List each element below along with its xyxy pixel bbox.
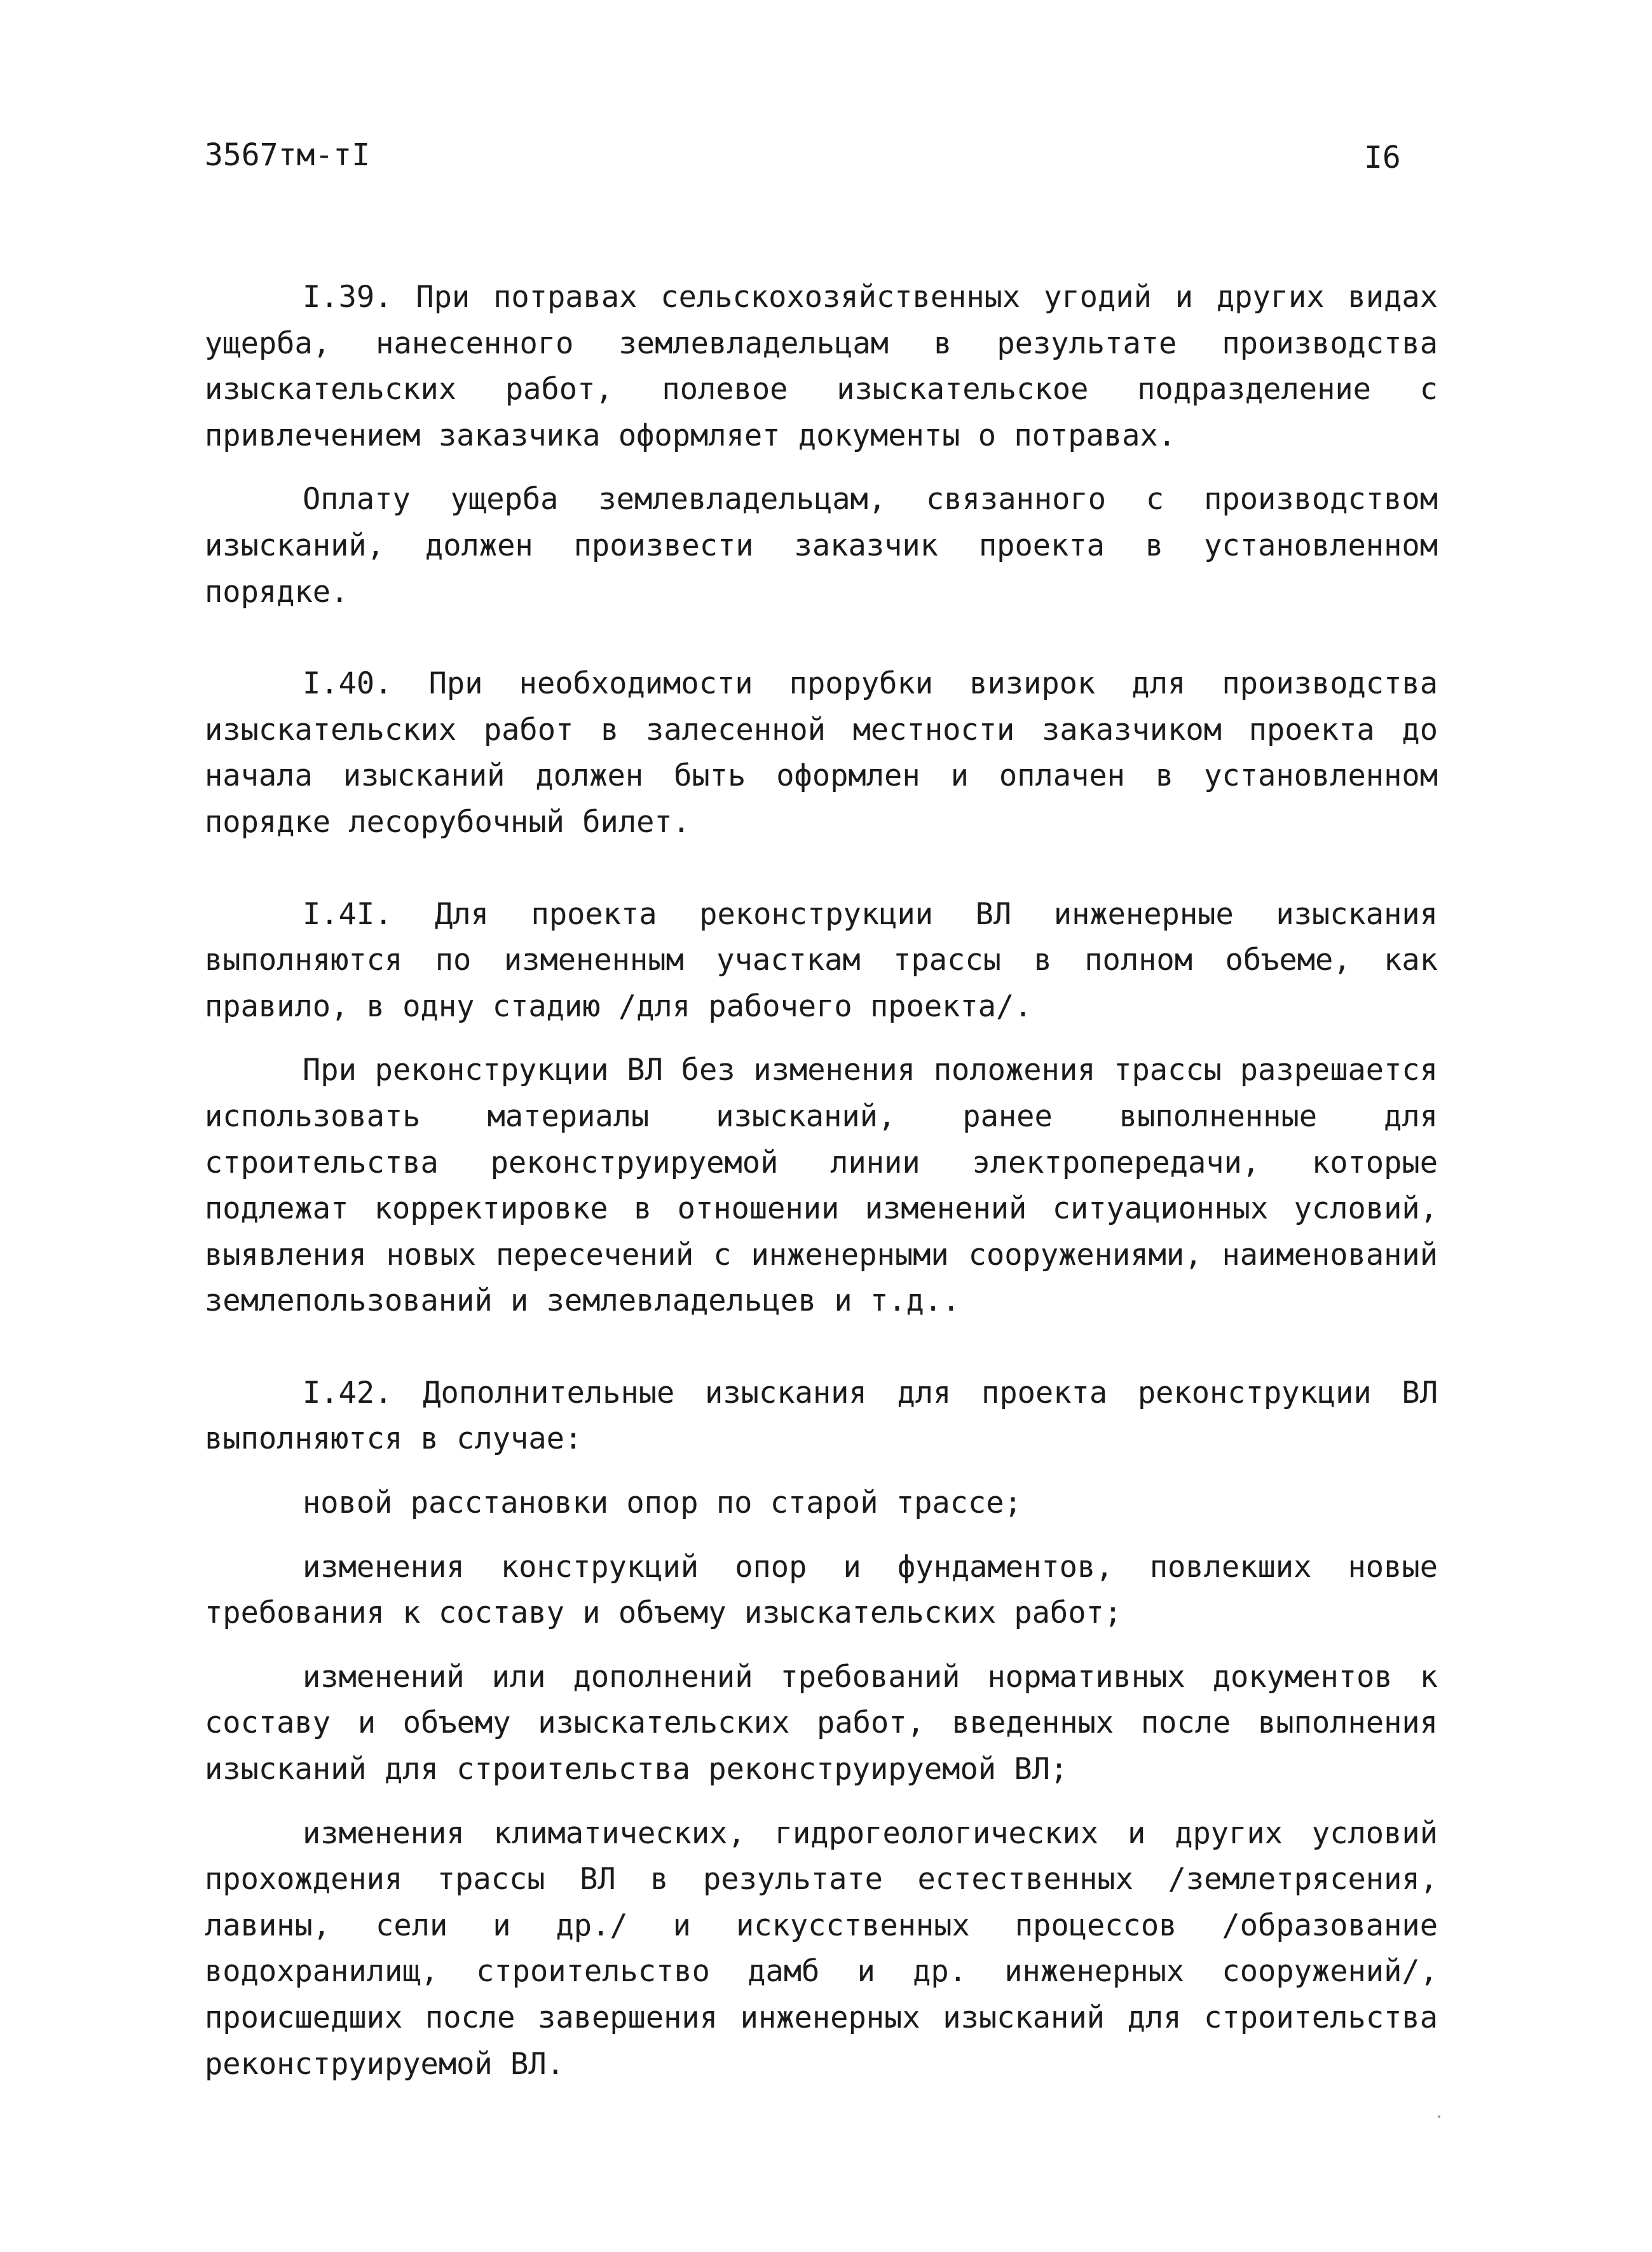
list-item-new-placement: новой расстановки опор по старой трассе; bbox=[303, 1485, 1022, 1521]
paragraph-payment: Оплату ущерба землевладельцам, связанного с производством изысканий, должен произвести заказчик проекта в установленном порядке. bbox=[205, 482, 1438, 610]
list-item-design-change: изменения конструкций опор и фундаментов, повлекших новые требования к составу и объему изыскательских работ; bbox=[205, 1549, 1438, 1631]
paragraph-1-40: I.40. При необходимости прорубки визирок для производства изыскательских работ в залесенной местности заказчиком проекта до начала изысканий должен быть оформлен и оплачен в установленном порядке лесорубочный билет. bbox=[205, 666, 1438, 840]
list-item-normative-change: изменений или дополнений требований нормативных документов к составу и объему изыскательских работ, введенных после выполнения изысканий для строительства реконструируемой ВЛ; bbox=[205, 1659, 1438, 1787]
paragraph-1-39: I.39. При потравах сельскохозяйственных угодий и других видах ущерба, нанесенного землевладельцам в результате производства изыскательских работ, полевое изыскательское подразделение с привлечением заказчика оформляет документы о потравах. bbox=[205, 280, 1438, 453]
paragraph-1-42: I.42. Дополнительные изыскания для проекта реконструкции ВЛ выполняются в случае: bbox=[205, 1375, 1438, 1457]
paragraph-1-41: I.4I. Для проекта реконструкции ВЛ инженерные изыскания выполняются по измененным участкам трассы в полном объеме, как правило, в одну стадию /для рабочего проекта/. bbox=[205, 896, 1438, 1024]
document-code: 3567тм-тI bbox=[205, 137, 371, 173]
page-number: I6 bbox=[1364, 140, 1401, 175]
scan-speck bbox=[1438, 2115, 1440, 2118]
paragraph-reconstruction: При реконструкции ВЛ без изменения положения трассы разрешается использовать материалы изысканий, ранее выполненные для строительства реконструируемой линии электропередачи, которые подлежат корректировке в отношении изменений ситуационных условий, выявления новых пересечений с инженерными сооружениями, наименований землепользований и землевладельцев и т.д.. bbox=[205, 1053, 1438, 1319]
list-item-conditions-change: изменения климатических, гидрогеологических и других условий прохождения трассы ВЛ в результате естественных /землетрясения, лавины, сели и др./ и искусственных процессов /образование водохранилищ, строительство дамб и др. инженерных сооружений/, происшедших после завершения инженерных изысканий для строительства реконструируемой ВЛ. bbox=[205, 1815, 1438, 2082]
document-body bbox=[205, 275, 1438, 2087]
